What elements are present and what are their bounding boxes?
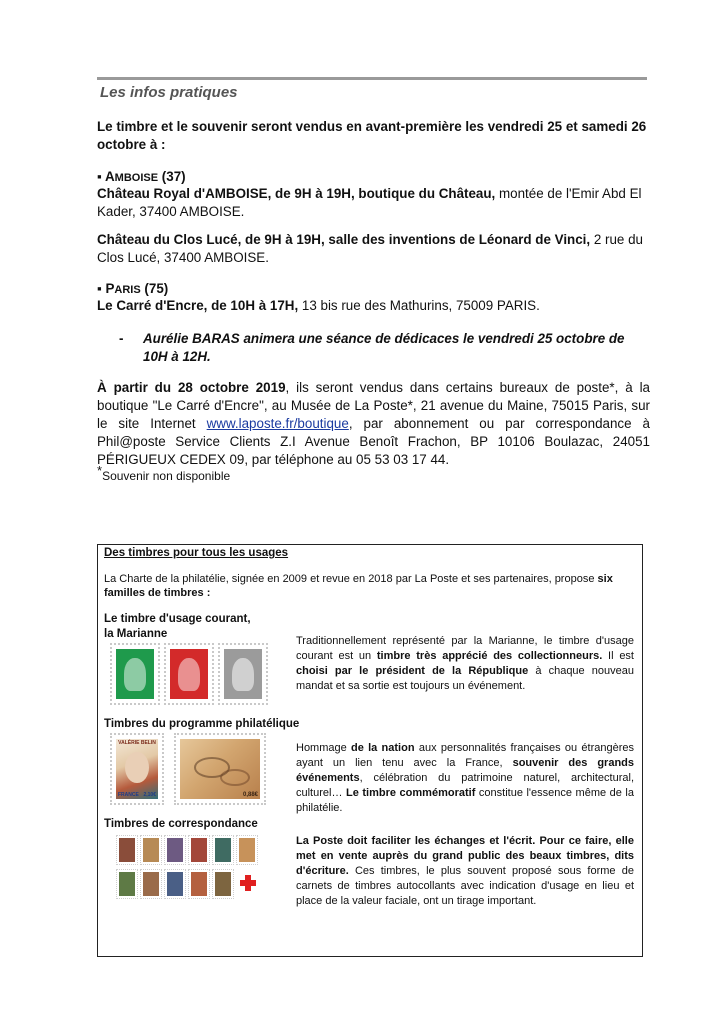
- cat1-text-part: Il est: [602, 650, 634, 662]
- cat2-text-part: constitue l'essence même de la philatélie.: [296, 787, 634, 814]
- paris-city-initial: P: [105, 281, 115, 296]
- venue-address: 13 bis rue des Mathurins, 75009 PARIS.: [298, 298, 540, 313]
- bullet-icon: ▪: [97, 281, 102, 296]
- intro-paragraph: Le timbre et le souvenir seront vendus en avant-première les vendredi 25 et samedi 26 octobre à :: [97, 119, 647, 152]
- paris-city-rest: ARIS: [114, 284, 141, 296]
- cat1-text-bold: timbre très apprécié des collectionneurs.: [376, 650, 603, 662]
- amboise-dept: (37): [158, 169, 186, 184]
- venue-address: 2 rue du Clos Lucé, 37400 AMBOISE.: [97, 232, 643, 265]
- sale-text-contact: , par abonnement ou par correspondance à Phil@poste Service Clients Z.I Avenue Benoît Frachon, BP 10106 Boulazac, 24051 PÉRIGUEUX CEDEX 09, par téléphone au 05 53 03 17 44.: [97, 416, 650, 467]
- marianne-green-stamp: [110, 643, 160, 705]
- bullet-icon: ▪: [97, 169, 102, 184]
- cat2-text-bold: Le timbre commémoratif: [346, 787, 476, 799]
- marianne-gray-stamp: [218, 643, 268, 705]
- footnote-star: *: [97, 463, 103, 478]
- cat2-text-part: aux personnalités françaises ou étrangères ayant un lien tenu avec la France,: [296, 742, 635, 769]
- stamp-artist-label: VALÉRIE BELIN: [118, 740, 156, 746]
- stamp-country-label: FRANCE: [118, 792, 139, 798]
- box-title: Des timbres pour tous les usages: [104, 547, 289, 559]
- footnote-text: Souvenir non disponible: [102, 469, 231, 483]
- cat2-text: [296, 741, 634, 816]
- footnote: [97, 462, 650, 485]
- stamps-info-box: [97, 544, 643, 957]
- sale-paragraph: [97, 379, 650, 469]
- cat3-text-part: Ces timbres, le plus souvent proposé sous forme de carnets de timbres autocollants avec indication d'usage en lieu et place de la valeur faciale, ont un tirage important.: [296, 865, 634, 907]
- boutique-link[interactable]: www.laposte.fr/boutique: [206, 416, 349, 431]
- cat2-text-part: Hommage: [296, 742, 352, 754]
- cat3-text: [296, 834, 634, 909]
- cat3-title: Timbres de correspondance: [104, 818, 258, 830]
- amboise-city-initial: A: [104, 169, 115, 184]
- stamp-value-label: 0,88€: [242, 792, 258, 798]
- sale-text: , ils seront vendus dans certains bureaux de poste*, à la boutique "Le Carré d'Encre", au Musée de La Poste*, 21 avenue du Maine, 75015 Paris, sur le site Internet: [97, 380, 651, 431]
- cat3-text-bold: La Poste doit faciliter les échanges et l'écrit. Pour ce faire, elle met en vente auprès du grand public des beaux timbres, dits d'écriture.: [296, 835, 634, 877]
- cat1-text-part: à chaque nouveau mandat et sa sortie est toujours un événement.: [296, 665, 634, 692]
- stamp-value-label: 2,10€: [143, 792, 156, 798]
- amboise-venue-2: [97, 231, 650, 267]
- cat1-text-part: Traditionnellement représenté par la Marianne, le timbre d'usage courant est un: [296, 635, 634, 662]
- portrait-face: [125, 752, 149, 783]
- cat1-title-line1: Le timbre d'usage courant,: [104, 613, 251, 625]
- amboise-city-rest: MBOISE: [114, 172, 159, 184]
- cat1-text: [296, 634, 634, 694]
- red-cross-icon: [240, 875, 256, 891]
- box-intro-text: La Charte de la philatélie, signée en 2009 et revue en 2018 par La Poste et ses partenaires, propose: [104, 573, 598, 585]
- venue-name: Château Royal d'AMBOISE, de 9H à 19H, boutique du Château,: [97, 186, 496, 201]
- dash-marker: -: [119, 331, 124, 346]
- amboise-venue-1: [97, 185, 650, 221]
- venue-name: Le Carré d'Encre, de 10H à 17H,: [97, 298, 299, 313]
- section-title: Les infos pratiques: [100, 84, 238, 101]
- cat2-text-bold: de la nation: [351, 742, 415, 754]
- cat2-title: Timbres du programme philatélique: [104, 718, 300, 730]
- paris-venue: [97, 297, 650, 315]
- portrait-stamp: [110, 733, 164, 805]
- cat2-text-bold: souvenir des grands événements: [296, 757, 634, 784]
- signing-note: Aurélie BARAS animera une séance de dédicaces le vendredi 25 octobre de 10H à 12H.: [143, 331, 625, 364]
- venue-address: montée de l'Emir Abd El Kader, 37400 AMBOISE.: [97, 186, 642, 219]
- paris-dept: (75): [140, 281, 169, 296]
- cave-animal-shape: [220, 769, 250, 786]
- cat1-title-line2: la Marianne: [104, 628, 168, 640]
- box-intro-bold: six familles de timbres :: [104, 573, 613, 599]
- box-intro: [104, 572, 634, 600]
- cat1-text-bold: choisi par le président de la République: [296, 665, 529, 677]
- cat2-text-part: , célébration du patrimoine naturel, architectural, culturel…: [296, 772, 634, 799]
- venue-name: Château du Clos Lucé, de 9H à 19H, salle des inventions de Léonard de Vinci,: [97, 232, 591, 247]
- marianne-red-stamp: [164, 643, 214, 705]
- header-rule: [97, 77, 647, 80]
- sale-date: À partir du 28 octobre 2019: [97, 380, 286, 395]
- cave-painting-stamp: [174, 733, 266, 805]
- correspondence-stamp-sheet: [116, 835, 258, 903]
- cat1-title: [104, 612, 251, 642]
